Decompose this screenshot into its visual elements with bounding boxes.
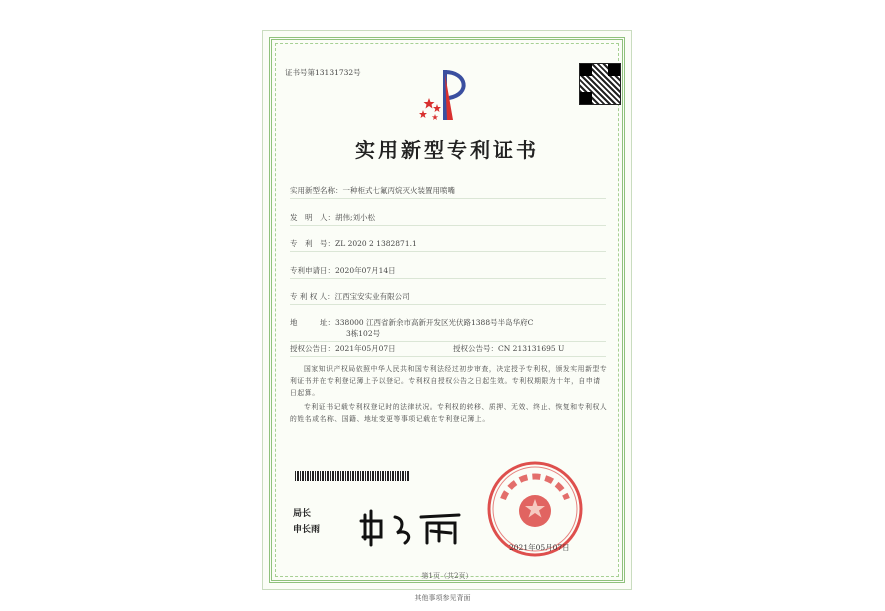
field-label: 专利申请日： xyxy=(290,266,335,275)
field-inventors xyxy=(290,212,375,223)
field-value: 3栋102号 xyxy=(346,329,381,338)
field-patent-number xyxy=(290,238,417,249)
field-label: 授权公告号： xyxy=(453,344,498,353)
field-label: 实用新型名称： xyxy=(290,186,343,195)
certificate-sheet xyxy=(262,30,632,590)
barcode-icon xyxy=(295,471,409,481)
signer-name: 申长雨 xyxy=(293,525,321,535)
field-value: CN 213131695 U xyxy=(498,344,565,353)
field-value: 2020年07月14日 xyxy=(335,266,396,275)
field-grant-date xyxy=(290,343,396,354)
patent-emblem-icon xyxy=(415,64,477,124)
field-label: 发 明 人： xyxy=(290,213,335,222)
field-value: 一种柜式七氟丙烷灭火装置用喷嘴 xyxy=(342,186,455,195)
signature-icon xyxy=(359,507,469,547)
field-label: 专 利 权 人： xyxy=(290,292,335,301)
field-address xyxy=(290,317,533,328)
field-application-date xyxy=(290,265,396,276)
certificate-title: 实用新型专利证书 xyxy=(355,138,539,162)
field-patentee xyxy=(290,291,410,302)
footer-note: 其他事项参见背面 xyxy=(414,594,471,602)
field-value: ZL 2020 2 1382871.1 xyxy=(335,239,417,248)
field-value: 胡伟;刘小松 xyxy=(335,213,376,222)
field-value: 江西宝安实业有限公司 xyxy=(334,292,410,301)
field-address-line2 xyxy=(346,328,380,339)
field-label: 授权公告日： xyxy=(290,344,335,353)
qr-code-icon xyxy=(579,63,621,105)
seal-date: 2021年05月07日 xyxy=(509,543,570,552)
field-utility-model-name xyxy=(290,185,455,196)
field-label: 专 利 号： xyxy=(290,239,335,248)
certificate-number: 证书号第13131732号 xyxy=(285,68,361,77)
field-grant-number xyxy=(453,343,564,354)
field-value: 338000 江西省新余市高新开发区光伏路1388号半岛华府C xyxy=(335,318,534,327)
page-number: 第1页（共2页） xyxy=(421,572,473,580)
field-value: 2021年05月07日 xyxy=(335,344,396,353)
field-label: 地 址： xyxy=(290,318,335,327)
signer-title: 局长 xyxy=(293,509,312,519)
certificate-paragraph-1: 国家知识产权局依照中华人民共和国专利法经过初步审查，决定授予专利权，颁发实用新型专利证书并在专利登记簿上予以登记。专利权自授权公告之日起生效。专利权期限为十年，自申请日起算。 xyxy=(290,365,608,397)
certificate-paragraph-2: 专利证书记载专利权登记时的法律状况。专利权的转移、质押、无效、终止、恢复和专利权人的姓名或名称、国籍、地址变更等事项记载在专利登记簿上。 xyxy=(290,403,608,423)
